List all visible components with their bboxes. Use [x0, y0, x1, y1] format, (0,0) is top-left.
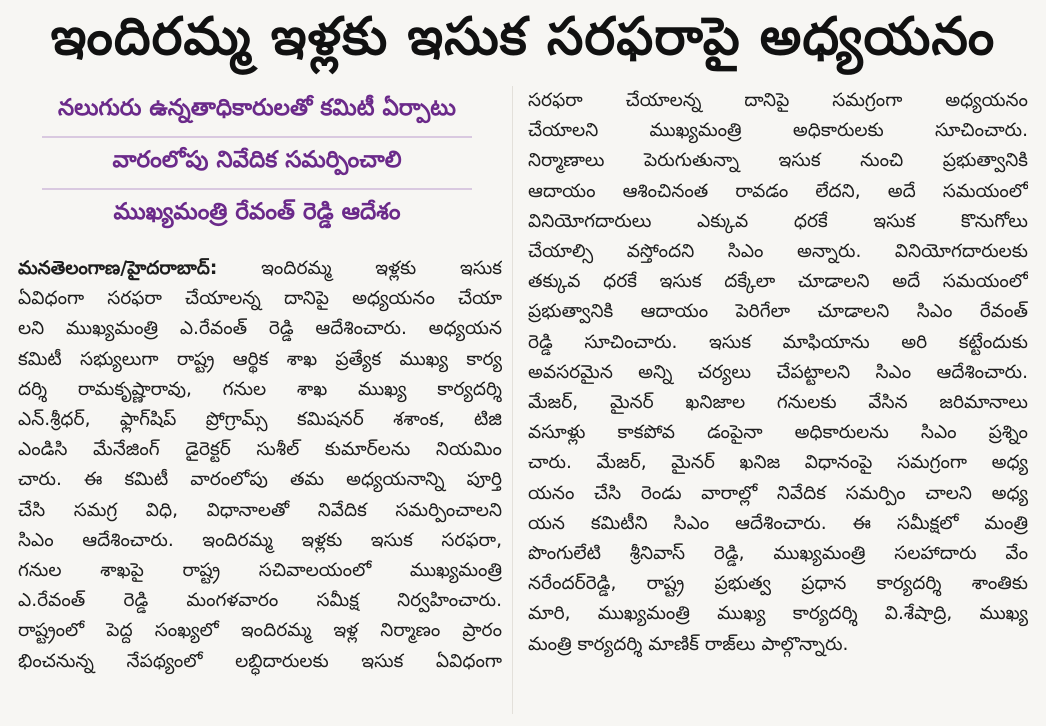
body-line — [18, 254, 502, 284]
body-line: యన కమిటీని సిఎం ఆదేశించారు. ఈ సమీక్షలో మంత్రి — [528, 512, 1028, 534]
body-line: ఆదాయం ఆశించినంత రావడం లేదని, అదే సమయంలో — [528, 180, 1028, 202]
body-line: మారి, ముఖ్యమంత్రి ముఖ్య కార్యదర్శి వి.శేషాద్రి, ముఖ్య — [528, 603, 1028, 625]
body-line: మంత్రి కార్యదర్శి మాణిక్ రాజ్‌లు పాల్గొన్నారు. — [528, 633, 849, 655]
body-line: చారు. మేజర్, మైనర్ ఖనిజ విధానంపై సమగ్రంగా అధ్య — [528, 452, 1028, 474]
body-line: లని ముఖ్యమంత్రి ఎ.రేవంత్ రెడ్డి ఆదేశించారు. అధ్యయన — [18, 318, 502, 340]
subheads — [18, 86, 496, 246]
body-line: భించనున్న నేపథ్యంలో లబ్ధిదారులకు ఇసుక ఏవిధంగా — [18, 650, 502, 672]
subhead-1: నలుగురు ఉన్నతాధికారులతో కమిటీ ఏర్పాటు — [58, 95, 456, 121]
subhead-2: వారంలోపు నివేదిక సమర్పించాలి — [112, 147, 402, 173]
body-line: ఎన్.శ్రీధర్, ఫ్లాగ్‌షిప్ ప్రోగ్రామ్స్ కమిషనర్ శశాంక, టిజి — [18, 409, 502, 431]
body-line: మేజర్, మైనర్ ఖనిజాల గనులకు వేసిన జరిమానాలు — [528, 392, 1028, 414]
body-line: ఏవిధంగా సరఫరా చేయాలన్న దానిపై అధ్యయనం చేయా — [18, 288, 502, 310]
body-column-left — [18, 254, 502, 714]
body-line: ఎండిసి మేనేజింగ్ డైరెక్టర్ సుశీల్ కుమార్‌లను నియమిం — [18, 439, 502, 461]
body-line: చేయాల్సి వస్తోందని సిఎం అన్నారు. వినియోగదారులకు — [528, 241, 1028, 263]
subhead-3: ముఖ్యమంత్రి రేవంత్ రెడ్డి ఆదేశం — [113, 199, 401, 225]
body-line: చేయాలని ముఖ్యమంత్రి అధికారులకు సూచించారు. — [528, 120, 1028, 142]
body-line: నరేందర్‌రెడ్డి, రాష్ట్ర ప్రభుత్వ ప్రధాన కార్యదర్శి శాంతికు — [528, 573, 1028, 595]
body-line: సరఫరా చేయాలన్న దానిపై సమగ్రంగా అధ్యయనం — [528, 90, 1028, 111]
body-line: చారు. ఈ కమిటీ వారంలోపు తమ అధ్యయనాన్ని పూర్తి — [18, 469, 502, 491]
headline: ఇందిరమ్మ ఇళ్లకు ఇసుక సరఫరాపై అధ్యయనం — [50, 6, 996, 67]
body-line: యనం చేసి రెండు వారాల్లో నివేదిక సమర్పిం చాలని అధ్య — [528, 482, 1028, 504]
body-line: కమిటీ సభ్యులుగా రాష్ట్ర ఆర్థిక శాఖ ప్రత్యేక ముఖ్య కార్య — [18, 348, 502, 370]
body-line: వినియోగదారులు ఎక్కువ ధరకే ఇసుక కొనుగోలు — [528, 210, 1028, 232]
body-line: గనుల శాఖపై రాష్ట్ర సచివాలయంలో ముఖ్యమంత్రి — [18, 560, 502, 582]
body-line: సిఎం ఆదేశించారు. ఇందిరమ్మ ఇళ్లకు ఇసుక సరఫరా, — [18, 529, 502, 551]
body-line: దర్శి రామకృష్ణారావు, గనుల శాఖ ముఖ్య కార్యదర్శి — [18, 378, 502, 400]
body-line: తక్కువ ధరకే ఇసుక దక్కేలా చూడాలని అదే సమయంలో — [528, 271, 1028, 293]
body-line: ఎ.రేవంత్ రెడ్డి మంగళవారం సమీక్ష నిర్వహించారు. — [18, 590, 502, 612]
body-line: రాష్ట్రంలో పెద్ద సంఖ్యలో ఇందిరమ్మ ఇళ్ల నిర్మాణం ప్రారం — [18, 620, 502, 642]
body-line: రెడ్డి సూచించారు. ఇసుక మాఫియాను అరి కట్టేందుకు — [528, 331, 1028, 353]
body-line: పొంగులేటి శ్రీనివాస్ రెడ్డి, ముఖ్యమంత్రి సలహాదారు వేం — [528, 543, 1028, 565]
body-line: చేసి సమగ్ర విధి, విధానాలతో నివేదిక సమర్పించాలని — [18, 499, 502, 521]
body-line: ప్రభుత్వానికి ఆదాయం పెరిగేలా చూడాలని సిఎం రేవంత్ — [528, 301, 1028, 323]
body-column-right — [528, 86, 1028, 714]
body-line: అవసరమైన అన్ని చర్యలు చేపట్టాలని సిఎం ఆదేశించారు. — [528, 361, 1028, 383]
body-line: నిర్మాణాలు పెరుగుతున్నా ఇసుక నుంచి ప్రభుత్వానికి — [528, 150, 1028, 172]
body-line-text: ఇందిరమ్మ ఇళ్లకు ఇసుక — [261, 258, 502, 279]
dateline: మనతెలంగాణ/హైదరాబాద్: — [18, 258, 218, 279]
body-line: వసూళ్లు కాకపోవ డంపైనా అధికారులను సిఎం ప్రశ్నిం — [528, 422, 1028, 444]
column-divider — [512, 86, 513, 714]
